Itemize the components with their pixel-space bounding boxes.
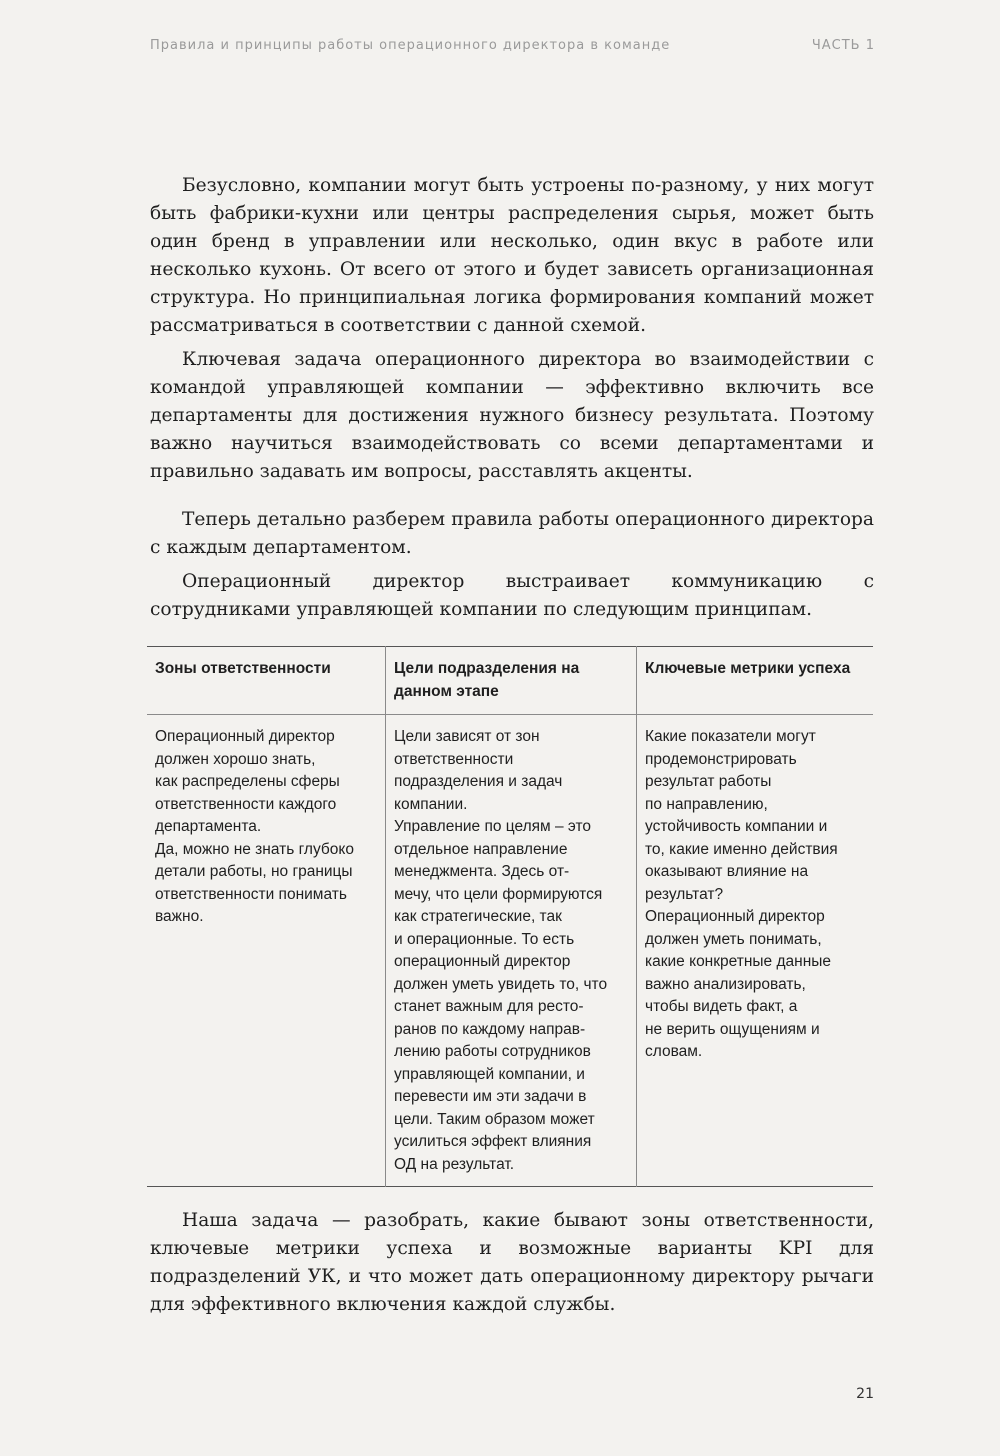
table-header-row bbox=[147, 647, 873, 715]
column-header-responsibility-zones: Зоны ответственности bbox=[155, 660, 331, 677]
conclusion-text-block bbox=[150, 1207, 874, 1319]
cell-key-metrics: Какие показатели могут продемонстрировать результат работы по направлению, устойчивость компании и то, какие именно действия оказывают влияние на результат? Операционный директор должен уметь понимать, какие конкретные данные важно анализировать, чтобы видеть факт, а не верить ощущениям и словам. bbox=[637, 715, 874, 1187]
column-header-key-metrics: Ключевые метрики успеха bbox=[637, 647, 874, 715]
principles-table bbox=[147, 646, 873, 1187]
running-header-title: Правила и принципы работы операционного директора в команде bbox=[150, 38, 671, 53]
page-number: 21 bbox=[856, 1386, 874, 1402]
running-header-part: ЧАСТЬ 1 bbox=[811, 38, 875, 53]
paragraph-communication-principles: Операционный директор выстраивает коммуникацию с сотрудниками управляющей компании по следующим принципам. bbox=[150, 571, 874, 620]
cell-responsibility-zones: Операционный директор должен хорошо знать, как распределены сферы ответственности каждого департамента. Да, можно не знать глубоко детали работы, но границы ответственности понимать важно. bbox=[155, 728, 354, 925]
paragraph-key-task: Ключевая задача операционного директора во взаимодействии с командой управляющей компании — эффективно включить все департаменты для достижения нужного бизнесу результата. Поэтому важно научиться взаимодействовать со всеми департаментами и правильно задавать им вопросы, расставлять акценты. bbox=[150, 349, 874, 482]
paragraph-our-task: Наша задача — разобрать, какие бывают зоны ответственности, ключевые метрики успеха и возможные варианты KPI для подразделений УК, и что может дать операционному директору рычаги для эффективного включения каждой службы. bbox=[150, 1210, 874, 1315]
intro-text-block bbox=[150, 172, 874, 486]
principles-text-block bbox=[150, 506, 874, 624]
paragraph-company-structure: Безусловно, компании могут быть устроены по-разному, у них могут быть фабрики-кухни или центры распределения сырья, может быть один бренд в управлении или несколько, один вкус в работе или несколько кухонь. От всего от этого и будет зависеть организационная структура. Но принципиальная логика формирования компаний может рассматриваться в соответствии с данной схемой. bbox=[150, 175, 874, 336]
paragraph-rules-intro: Теперь детально разберем правила работы операционного директора с каждым департаментом. bbox=[150, 509, 874, 558]
table-row bbox=[147, 715, 873, 1187]
column-header-unit-goals: Цели подразделения на данном этапе bbox=[386, 647, 637, 715]
cell-unit-goals: Цели зависят от зон ответственности подразделения и задач компании. Управление по целям – это отдельное направление менеджмента. Здесь от- мечу, что цели формируются как стратегические, так и операционные. То есть операционный директор должен уметь увидеть то, что станет важным для ресто- ранов по каждому направ- лению работы сотрудников управляющей компании, и перевести им эти задачи в цели. Таким образом может усилиться эффект влияния ОД на результат. bbox=[386, 715, 637, 1187]
